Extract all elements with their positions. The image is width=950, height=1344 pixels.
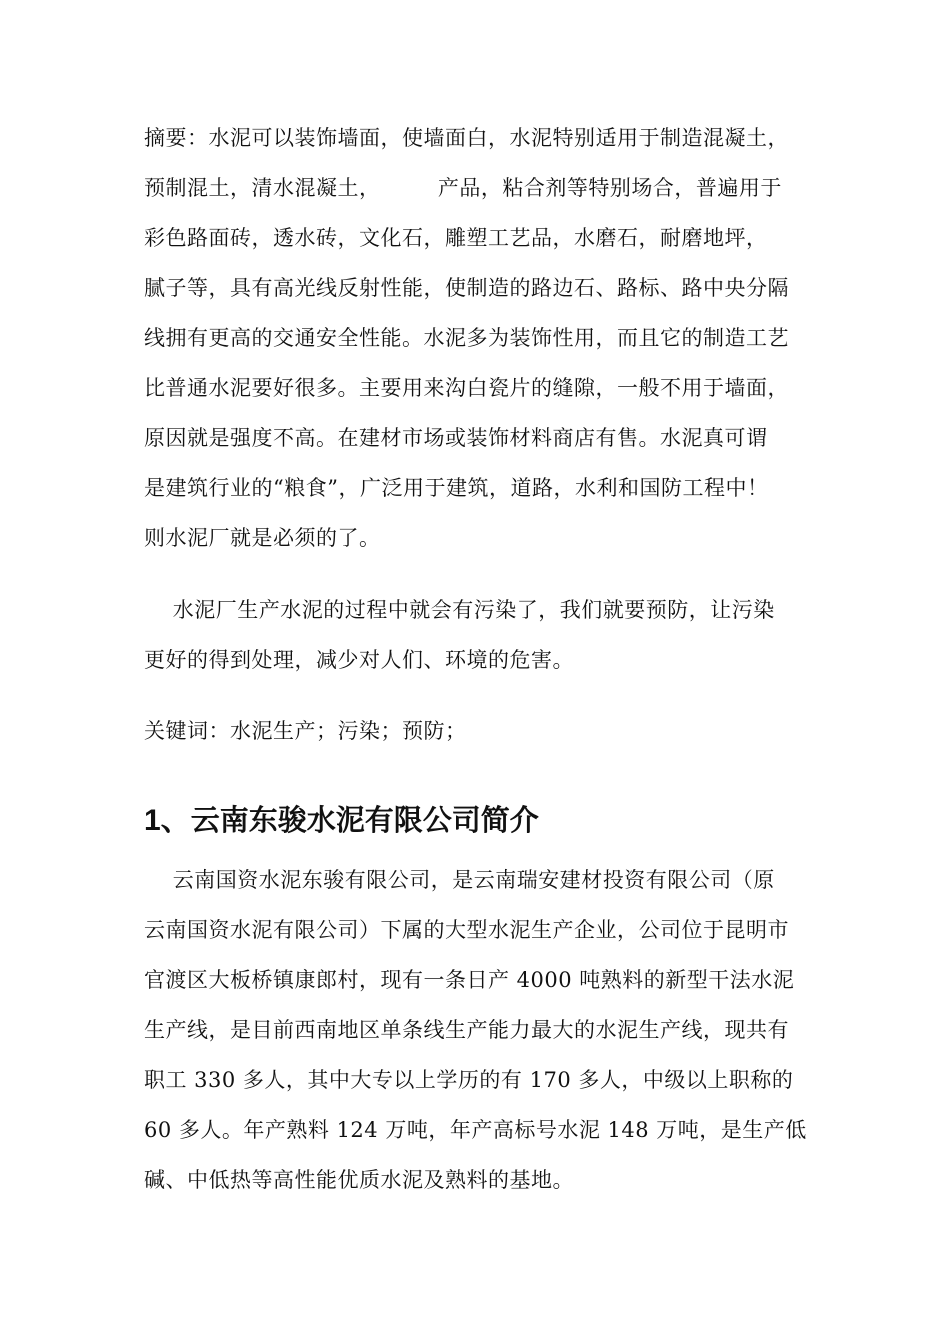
section-1-line-4: 生产线，是目前西南地区单条线生产能力最大的水泥生产线，现共有 bbox=[144, 1018, 789, 1042]
section-1-line-5: 职工 330 多人，其中大专以上学历的有 170 多人，中级以上职称的 bbox=[144, 1068, 794, 1092]
abstract-line-3: 彩色路面砖，透水砖，文化石，雕塑工艺品，水磨石，耐磨地坪， bbox=[144, 226, 768, 250]
section-1-line-1: 云南国资水泥东骏有限公司，是云南瑞安建材投资有限公司（原 bbox=[144, 868, 775, 892]
abstract-line-6: 比普通水泥要好很多。主要用来沟白瓷片的缝隙，一般不用于墙面， bbox=[144, 376, 789, 400]
section-1-line-2: 云南国资水泥有限公司）下属的大型水泥生产企业，公司位于昆明市 bbox=[144, 918, 789, 942]
section-1-line-7: 碱、中低热等高性能优质水泥及熟料的基地。 bbox=[144, 1168, 574, 1192]
abstract-line-4: 腻子等，具有高光线反射性能，使制造的路边石、路标、路中央分隔 bbox=[144, 276, 789, 300]
abstract-line-2: 预制混土，清水混凝土， 产品，粘合剂等特别场合，普遍用于 bbox=[144, 176, 782, 200]
pollution-line-2: 更好的得到处理，减少对人们、环境的危害。 bbox=[144, 648, 574, 672]
pollution-line-1: 水泥厂生产水泥的过程中就会有污染了，我们就要预防，让污染 bbox=[144, 598, 775, 622]
abstract-line-5: 线拥有更高的交通安全性能。水泥多为装饰性用，而且它的制造工艺 bbox=[144, 326, 789, 350]
section-1-heading bbox=[144, 800, 539, 841]
abstract-line-1: 摘要：水泥可以装饰墙面，使墙面白，水泥特别适用于制造混凝土， bbox=[144, 126, 789, 150]
keywords-line: 关键词：水泥生产；污染；预防； bbox=[144, 719, 467, 743]
section-1-line-3: 官渡区大板桥镇康郎村，现有一条日产 4000 吨熟料的新型干法水泥 bbox=[144, 968, 795, 992]
abstract-line-8: 是建筑行业的“粮食”，广泛用于建筑，道路，水利和国防工程中！ bbox=[144, 476, 769, 500]
section-1-title: 云南东骏水泥有限公司简介 bbox=[190, 803, 539, 837]
abstract-line-9: 则水泥厂就是必须的了。 bbox=[144, 526, 381, 550]
section-1-number: 1、 bbox=[144, 804, 191, 837]
abstract-line-7: 原因就是强度不高。在建材市场或装饰材料商店有售。水泥真可谓 bbox=[144, 426, 768, 450]
section-1-line-6: 60 多人。年产熟料 124 万吨，年产高标号水泥 148 万吨，是生产低 bbox=[144, 1118, 807, 1142]
